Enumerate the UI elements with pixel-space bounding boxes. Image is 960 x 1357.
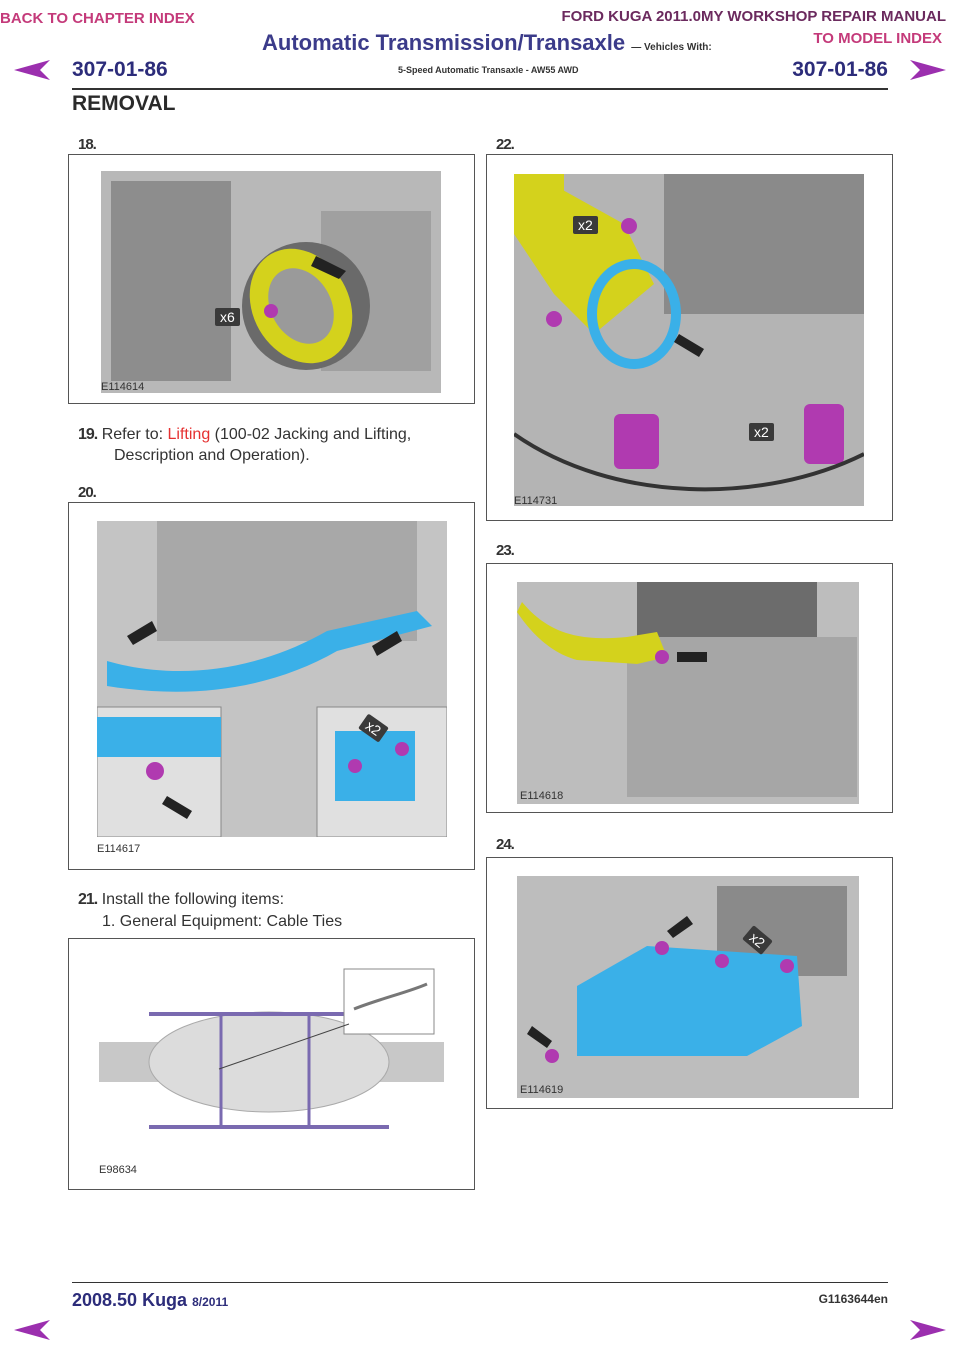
step-21-text: [78, 891, 284, 909]
figure-id: E114619: [520, 1084, 564, 1096]
figure-e114617: [68, 502, 475, 870]
figure-id: E114731: [514, 495, 558, 507]
quantity-tag: x2: [358, 714, 389, 743]
quantity-tag: x2: [742, 925, 773, 955]
arrow-right-icon[interactable]: [908, 58, 948, 82]
step-19-line2: Description and Operation).: [114, 447, 310, 464]
header-rule: [72, 88, 888, 90]
quantity-tag-top: x2: [573, 216, 598, 234]
lifting-link[interactable]: Lifting: [167, 426, 211, 443]
figure-e98634: [68, 938, 475, 1190]
figure-e114618: [486, 563, 893, 813]
figure-e114731: [486, 154, 893, 521]
figure-id: E114614: [101, 381, 145, 393]
step-23-number: 23.: [496, 542, 514, 559]
figure-id: E98634: [99, 1164, 137, 1176]
to-model-index-link[interactable]: TO MODEL INDEX: [813, 30, 942, 47]
page-heading: REMOVAL: [72, 92, 176, 115]
step-21-number: 21.: [78, 891, 98, 908]
step-21-item: 1. General Equipment: Cable Ties: [102, 913, 343, 930]
figure-e114619-illustration: [517, 876, 859, 1098]
manual-title: FORD KUGA 2011.0MY WORKSHOP REPAIR MANUAL: [561, 8, 946, 25]
figure-e114619: [486, 857, 893, 1109]
figure-e114618-illustration: [517, 582, 859, 804]
page-code-left: 307-01-86: [72, 58, 168, 81]
step-20-number: 20.: [78, 484, 96, 501]
section-subtitle: 5-Speed Automatic Transaxle - AW55 AWD: [398, 65, 579, 75]
figure-e114617-illustration: [97, 521, 447, 837]
section-title: [262, 30, 712, 56]
section-title-text: Automatic Transmission/Transaxle: [262, 30, 626, 55]
figure-id: E114618: [520, 790, 564, 802]
section-suffix: — Vehicles With:: [631, 42, 712, 53]
arrow-left-icon[interactable]: [12, 58, 52, 82]
step-22-number: 22.: [496, 136, 514, 153]
step-18-number: 18.: [78, 136, 96, 153]
step-19-rest: (100-02 Jacking and Lifting,: [210, 426, 412, 443]
step-19-number: 19.: [78, 426, 98, 443]
step-19-text: [78, 426, 478, 444]
footer-doc-code: G1163644en: [818, 1292, 888, 1306]
figure-e114614: [68, 154, 475, 404]
quantity-tag: x6: [215, 308, 240, 326]
back-to-chapter-index-link[interactable]: BACK TO CHAPTER INDEX: [0, 10, 195, 27]
footer-model-name: 2008.50 Kuga: [72, 1290, 188, 1310]
step-24-number: 24.: [496, 836, 514, 853]
figure-e114731-illustration: [514, 174, 864, 506]
quantity-tag-bottom: x2: [749, 423, 774, 441]
arrow-left-icon[interactable]: [12, 1318, 52, 1342]
step-19-prefix: Refer to:: [101, 426, 168, 443]
arrow-right-icon[interactable]: [908, 1318, 948, 1342]
figure-e114614-illustration: [101, 171, 441, 393]
footer-model: [72, 1290, 228, 1311]
footer-rule: [72, 1282, 888, 1283]
step-21-instruction: Install the following items:: [101, 891, 285, 908]
figure-id: E114617: [97, 843, 141, 855]
footer-date: 8/2011: [192, 1295, 229, 1309]
figure-e98634-illustration: [99, 964, 444, 1159]
page-code-right: 307-01-86: [792, 58, 888, 81]
